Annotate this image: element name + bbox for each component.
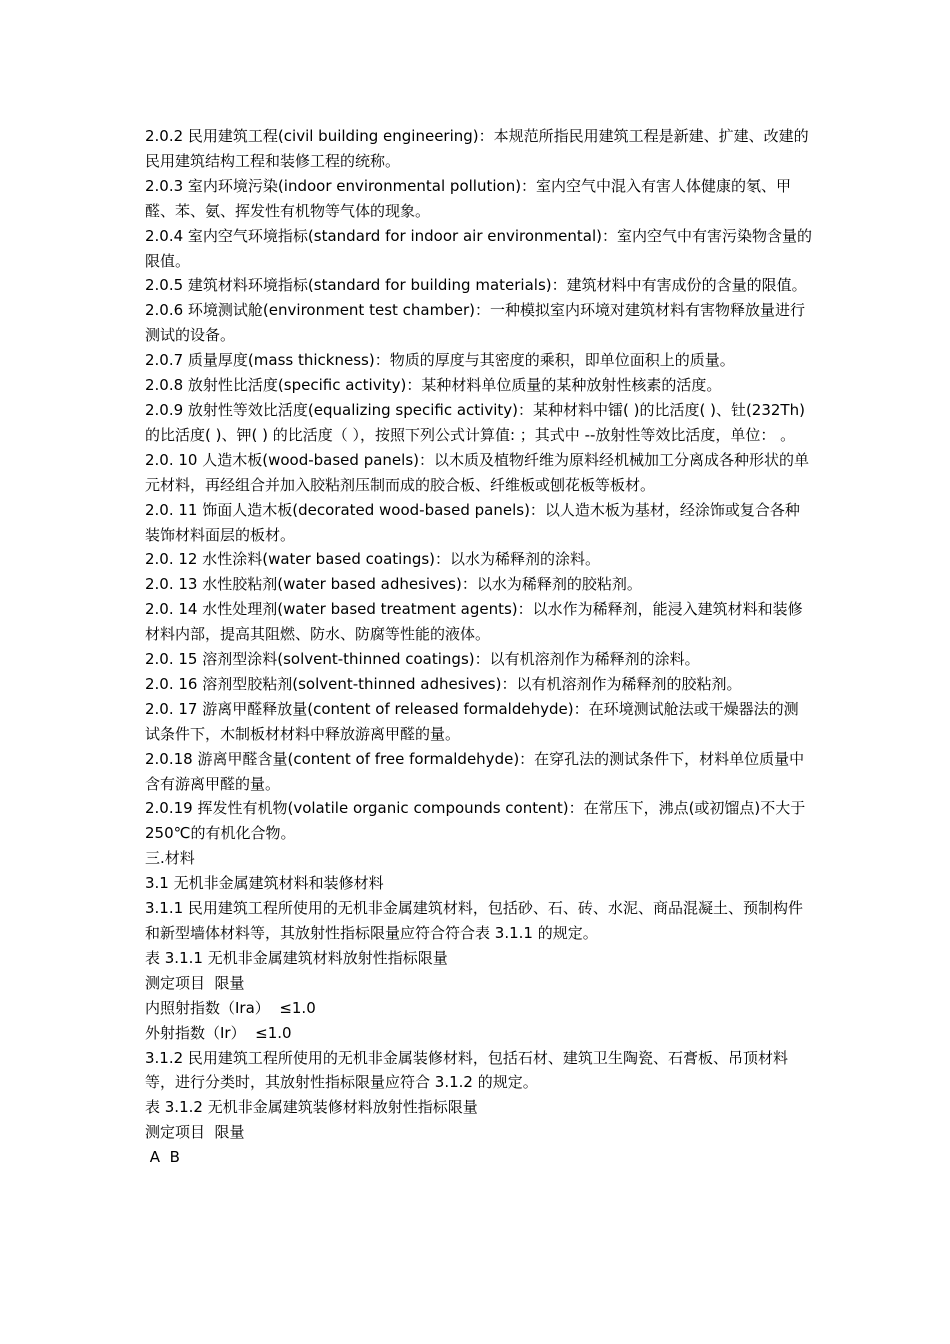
paragraph-2-0-13: 2.0. 13 水性胶粘剂(water based adhesives)：以水为稀释剂的胶粘剂。 [145, 575, 642, 594]
paragraph-2-0-7: 2.0.7 质量厚度(mass thickness)：物质的厚度与其密度的乘积，即单位面积上的质量。 [145, 351, 735, 370]
subsection-heading-3-1: 3.1 无机非金属建筑材料和装修材料 [145, 874, 384, 893]
paragraph-2-0-15: 2.0. 15 溶剂型涂料(solvent-thinned coatings)：以有机溶剂作为稀释剂的涂料。 [145, 650, 700, 669]
paragraph-2-0-5: 2.0.5 建筑材料环境指标(standard for building materials)：建筑材料中有害成份的含量的限值。 [145, 276, 807, 295]
paragraph-2-0-4: 2.0.4 室内空气环境指标(standard for indoor air environmental)：室内空气中有害污染物含量的限值。 [145, 226, 813, 270]
paragraph-2-0-9: 2.0.9 放射性等效比活度(equalizing specific activity)：某种材料中镭( )的比活度( )、钍(232Th)的比活度( )、钾( ) 的比活度（ ），按照下列公式计算值: ；其式中 --放射性等效比活度，单位： 。 [145, 400, 805, 444]
paragraph-2-0-18: 2.0.18 游离甲醛含量(content of free formaldehyde)：在穿孔法的测试条件下，材料单位质量中含有游离甲醛的量。 [145, 749, 805, 793]
paragraph-2-0-3: 2.0.3 室内环境污染(indoor environmental pollution)：室内空气中混入有害人体健康的氡、甲醛、苯、氨、挥发性有机物等气体的现象。 [145, 176, 792, 220]
table-caption-3-1-2: 表 3.1.2 无机非金属建筑装修材料放射性指标限量 [145, 1098, 478, 1117]
table-3-1-1-row-external: 外射指数（Ir） ≤1.0 [145, 1023, 292, 1042]
paragraph-2-0-12: 2.0. 12 水性涂料(water based coatings)：以水为稀释剂的涂料。 [145, 550, 601, 569]
table-3-1-2-subheader: A B [145, 1148, 180, 1167]
paragraph-2-0-2: 2.0.2 民用建筑工程(civil building engineering)：本规范所指民用建筑工程是新建、扩建、改建的民用建筑结构工程和装修工程的统称。 [145, 127, 809, 170]
paragraph-2-0-11: 2.0. 11 饰面人造木板(decorated wood-based panels)：以人造木板为基材，经涂饰或复合各种装饰材料面层的板材。 [145, 500, 800, 544]
paragraph-3-1-2: 3.1.2 民用建筑工程所使用的无机非金属装修材料，包括石材、建筑卫生陶瓷、石膏板、吊顶材料等，进行分类时，其放射性指标限量应符合 3.1.2 的规定。 [145, 1048, 788, 1092]
paragraph-2-0-17: 2.0. 17 游离甲醛释放量(content of released formaldehyde)：在环境测试舱法或干燥器法的测试条件下，木制板材材料中释放游离甲醛的量。 [145, 699, 799, 743]
paragraph-2-0-14: 2.0. 14 水性处理剂(water based treatment agents)：以水作为稀释剂，能浸入建筑材料和装修材料内部，提高其阻燃、防水、防腐等性能的液体。 [145, 600, 803, 644]
paragraph-2-0-6: 2.0.6 环境测试舱(environment test chamber)：一种模拟室内环境对建筑材料有害物释放量进行测试的设备。 [145, 301, 805, 345]
table-caption-3-1-1: 表 3.1.1 无机非金属建筑材料放射性指标限量 [145, 948, 448, 967]
table-3-1-2-header: 测定项目 限量 [145, 1123, 245, 1142]
section-heading-materials: 三.材料 [145, 849, 195, 868]
paragraph-2-0-16: 2.0. 16 溶剂型胶粘剂(solvent-thinned adhesives)：以有机溶剂作为稀释剂的胶粘剂。 [145, 674, 742, 693]
paragraph-2-0-10: 2.0. 10 人造木板(wood-based panels)：以木质及植物纤维为原料经机械加工分离成各种形状的单元材料，再经组合并加入胶粘剂压制而成的胶合板、纤维板或刨花板等板材。 [145, 450, 809, 494]
table-3-1-1-row-internal: 内照射指数（Ira） ≤1.0 [145, 998, 316, 1017]
paragraph-2-0-8: 2.0.8 放射性比活度(specific activity)：某种材料单位质量的某种放射性核素的活度。 [145, 376, 722, 395]
document-body [145, 124, 813, 1170]
paragraph-3-1-1: 3.1.1 民用建筑工程所使用的无机非金属建筑材料，包括砂、石、砖、水泥、商品混凝土、预制构件和新型墙体材料等，其放射性指标限量应符合符合表 3.1.1 的规定。 [145, 899, 803, 942]
table-3-1-1-header: 测定项目 限量 [145, 973, 245, 992]
paragraph-2-0-19: 2.0.19 挥发性有机物(volatile organic compounds content)：在常压下，沸点(或初馏点)不大于 250℃的有机化合物。 [145, 799, 811, 843]
